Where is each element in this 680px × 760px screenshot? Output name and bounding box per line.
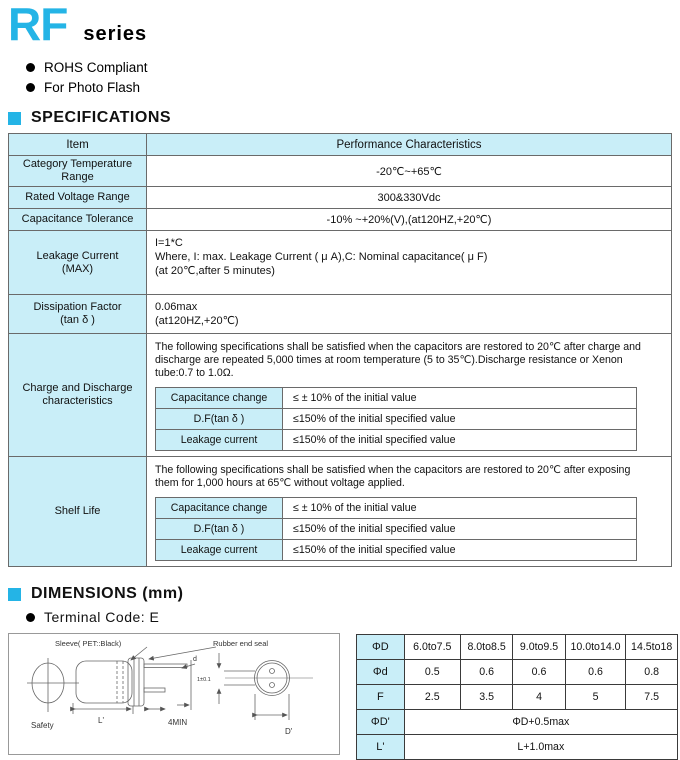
subtable-label-cell: Capacitance change [156, 388, 283, 409]
subtable-row [156, 540, 637, 561]
subtable-label-cell: Leakage current [156, 430, 283, 451]
feature-list [26, 60, 680, 95]
dim-row-lead-spacing [357, 685, 678, 710]
spec-row-shelf-life [9, 457, 672, 567]
dim-value-cell: 6.0to7.5 [404, 635, 460, 660]
spec-value-cell [147, 457, 672, 567]
spec-item-cell: Category Temperature Range [9, 156, 147, 187]
bullet-icon [26, 613, 35, 622]
bullet-icon [26, 63, 35, 72]
spec-value-cell: 300&330Vdc [147, 187, 672, 209]
series-code: RF [8, 0, 68, 50]
sleeve-label: Sleeve( PET::Black) [55, 639, 122, 648]
shelf-life-note: The following specifications shall be satisfied when the capacitors are restored to 20℃ after exposing them for 1,000 hours at 65℃ without voltage applied. [155, 464, 631, 489]
dim-value-cell: 0.6 [513, 660, 565, 685]
dim-value-cell: 7.5 [626, 685, 678, 710]
dimensions-table [356, 634, 678, 760]
item-line: (tan δ ) [60, 314, 95, 326]
spec-row-dissipation [9, 295, 672, 334]
subtable-row [156, 498, 637, 519]
subtable-label-cell: Capacitance change [156, 498, 283, 519]
dim-value-cell: 8.0to8.5 [460, 635, 512, 660]
feature-label: ROHS Compliant [44, 60, 148, 75]
spec-row-rated-voltage [9, 187, 672, 209]
subtable-value-cell: ≤ ± 10% of the initial value [283, 388, 637, 409]
subtable-value-cell: ≤ ± 10% of the initial value [283, 498, 637, 519]
end-diameter-label: D' [285, 727, 293, 736]
dim-span-cell: ΦD+0.5max [404, 710, 677, 735]
spec-item-cell: Rated Voltage Range [9, 187, 147, 209]
dim-value-cell: 14.5to18 [626, 635, 678, 660]
dim-row-lead-diameter [357, 660, 678, 685]
rubber-seal-label: Rubber end seal [213, 639, 269, 648]
section-marker-icon [8, 112, 21, 125]
min-lead-label: 4MIN [168, 718, 188, 727]
subtable-value-cell: ≤150% of the initial specified value [283, 519, 637, 540]
dim-span-cell: L+1.0max [404, 735, 677, 760]
dim-label-cell: Φd [357, 660, 405, 685]
lead-spacing-label: 1±0.1 [197, 677, 211, 683]
dim-value-cell: 0.5 [404, 660, 460, 685]
feature-label: For Photo Flash [44, 80, 141, 95]
spec-item-cell [9, 334, 147, 457]
dim-value-cell: 4 [513, 685, 565, 710]
safety-label: Safety [31, 721, 54, 730]
capacitor-drawing-svg [9, 634, 339, 754]
spec-item-cell: Shelf Life [9, 457, 147, 567]
subtable-label-cell: D.F(tan δ ) [156, 519, 283, 540]
subtable-label-cell: D.F(tan δ ) [156, 409, 283, 430]
value-line: Where, I: max. Leakage Current ( μ A),C: Nominal capacitance( μ F) [155, 251, 488, 263]
series-logo [8, 0, 680, 50]
spec-item-cell: Capacitance Tolerance [9, 209, 147, 231]
specifications-heading [8, 109, 680, 127]
spec-value-cell: -20℃~+65℃ [147, 156, 672, 187]
value-line: I=1*C [155, 237, 183, 249]
dimensions-heading [8, 585, 680, 603]
item-line: Leakage Current [36, 249, 119, 262]
dim-value-cell: 0.6 [565, 660, 626, 685]
charge-discharge-subtable [155, 387, 637, 451]
subtable-label-cell: Leakage current [156, 540, 283, 561]
dim-value-cell: 0.8 [626, 660, 678, 685]
spec-header-row [9, 134, 672, 156]
value-line: 0.06max [155, 301, 198, 313]
dim-label-cell: F [357, 685, 405, 710]
spec-row-charge-discharge [9, 334, 672, 457]
dim-value-cell: 2.5 [404, 685, 460, 710]
value-line: (at120HZ,+20℃) [155, 315, 239, 327]
spec-row-cap-tolerance [9, 209, 672, 231]
spec-row-leakage [9, 231, 672, 295]
subtable-value-cell: ≤150% of the initial specified value [283, 409, 637, 430]
terminal-code-label: Terminal Code: E [44, 609, 160, 625]
section-marker-icon [8, 588, 21, 601]
dim-row-sleeve-diameter [357, 710, 678, 735]
dim-value-cell: 10.0to14.0 [565, 635, 626, 660]
feature-item-rohs [26, 60, 680, 75]
spec-value-cell [147, 334, 672, 457]
subtable-value-cell: ≤150% of the initial specified value [283, 430, 637, 451]
subtable-row [156, 388, 637, 409]
dimensions-row [8, 633, 680, 760]
charge-discharge-note: The following specifications shall be satisfied when the capacitors are restored to 20℃ after charge and discharge are repeated 5,000 times at room temperature (5 to 35℃).Discharge resistance or Xenon tube:0.7 to 1.0Ω. [155, 341, 641, 379]
subtable-row [156, 409, 637, 430]
dim-value-cell: 3.5 [460, 685, 512, 710]
section-title: SPECIFICATIONS [31, 109, 172, 126]
dim-row-sleeve-length [357, 735, 678, 760]
body-length-label: L' [98, 716, 104, 725]
spec-value-cell [147, 295, 672, 334]
spec-row-category-temp [9, 156, 672, 187]
spec-value-cell: -10% ~+20%(V),(at120HZ,+20℃) [147, 209, 672, 231]
subtable-row [156, 519, 637, 540]
dim-row-diameter [357, 635, 678, 660]
col-header-item: Item [9, 134, 147, 156]
dim-value-cell: 0.6 [460, 660, 512, 685]
spec-item-cell [9, 295, 147, 334]
item-line: (MAX) [61, 262, 94, 275]
dim-label-cell: ΦD' [357, 710, 405, 735]
subtable-row [156, 430, 637, 451]
item-line: characteristics [42, 395, 113, 407]
lead-diameter-label: d [193, 656, 197, 663]
dim-value-cell: 5 [565, 685, 626, 710]
dim-label-cell: ΦD [357, 635, 405, 660]
item-line: Dissipation Factor [33, 301, 122, 313]
shelf-life-subtable [155, 497, 637, 561]
terminal-code [26, 609, 680, 625]
spec-item-cell [9, 231, 147, 295]
spec-value-cell [147, 231, 672, 295]
bullet-icon [26, 83, 35, 92]
capacitor-drawing [8, 633, 340, 755]
subtable-value-cell: ≤150% of the initial specified value [283, 540, 637, 561]
item-line: Charge and Discharge [22, 382, 133, 394]
specifications-table [8, 133, 672, 567]
section-title: DIMENSIONS (mm) [31, 585, 184, 602]
series-label: series [83, 23, 148, 45]
dim-label-cell: L' [357, 735, 405, 760]
feature-item-photoflash [26, 80, 680, 95]
value-line: (at 20℃,after 5 minutes) [155, 265, 275, 277]
col-header-performance: Performance Characteristics [147, 134, 672, 156]
dim-value-cell: 9.0to9.5 [513, 635, 565, 660]
